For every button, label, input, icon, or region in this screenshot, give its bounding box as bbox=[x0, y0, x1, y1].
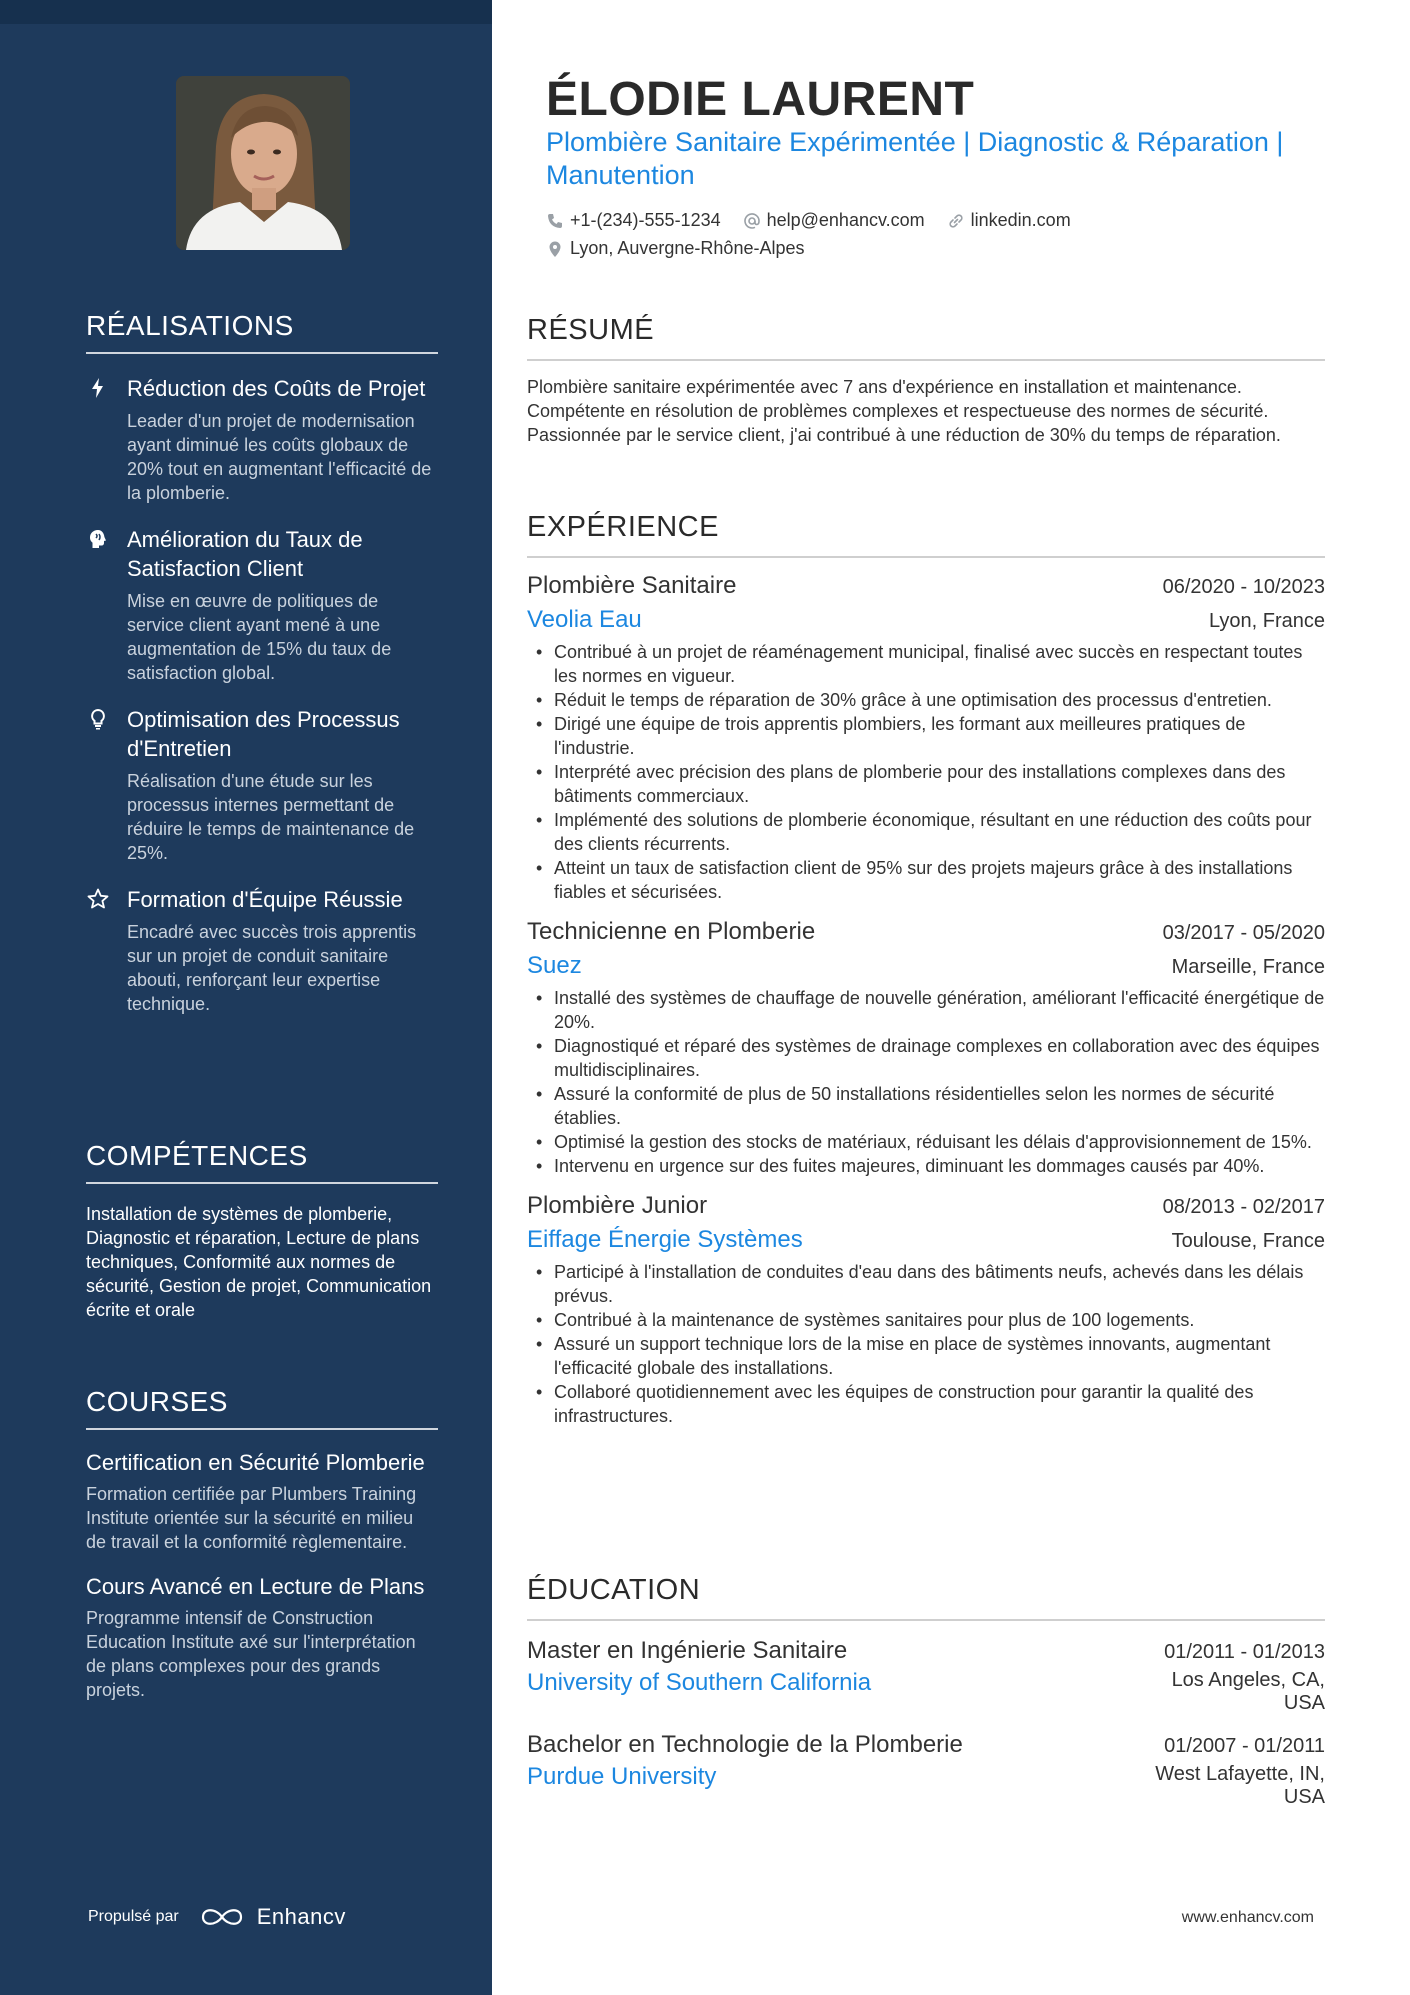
infinity-icon bbox=[197, 1904, 247, 1930]
education-location-line1: Los Angeles, CA, bbox=[1171, 1669, 1325, 1691]
profile-photo bbox=[176, 76, 350, 250]
achievements-heading: RÉALISATIONS bbox=[86, 310, 438, 354]
experience-section bbox=[527, 511, 1325, 1428]
job-entry bbox=[527, 572, 1325, 904]
bolt-icon bbox=[86, 376, 110, 400]
course-item bbox=[86, 1448, 438, 1554]
job-entry bbox=[527, 1192, 1325, 1428]
course-item bbox=[86, 1572, 438, 1702]
courses-section bbox=[86, 1386, 438, 1702]
education-location-line1: West Lafayette, IN, bbox=[1155, 1763, 1325, 1785]
achievement-desc: Mise en œuvre de politiques de service client ayant mené à une augmentation de 15% du taux de satisfaction global. bbox=[127, 591, 392, 683]
education-entry bbox=[527, 1637, 1325, 1715]
summary-text: Plombière sanitaire expérimentée avec 7 ans d'expérience en installation et maintenance. Compétente en résolution de problèmes complexes et respectueuse des normes de sécurité. Passionnée par le service client, j'ai contribué à une réduction de 30% du temps de réparation. bbox=[527, 377, 1281, 445]
headline: Plombière Sanitaire Expérimentée | Diagnostic & Réparation | Manutention bbox=[546, 127, 1284, 190]
list-item: • Diagnostiqué et réparé des systèmes de drainage complexes en collaboration avec des équipes multidisciplinaires. bbox=[527, 1034, 1325, 1082]
list-item: • Participé à l'installation de conduites d'eau dans des bâtiments neufs, achevés dans les délais prévus. bbox=[527, 1260, 1325, 1308]
contact-row bbox=[546, 210, 1093, 231]
achievement-item bbox=[86, 525, 438, 685]
location-pin-icon bbox=[546, 240, 564, 258]
achievement-title: Amélioration du Taux de Satisfaction Client bbox=[127, 527, 363, 581]
footer-url[interactable]: www.enhancv.com bbox=[1181, 1909, 1314, 1926]
education-heading: ÉDUCATION bbox=[527, 1574, 1325, 1621]
email-contact[interactable] bbox=[743, 210, 925, 231]
list-item: • Contribué à un projet de réaménagement municipal, finalisé avec succès en respectant toutes les normes en vigueur. bbox=[527, 640, 1325, 688]
list-item: • Assuré un support technique lors de la mise en place de systèmes innovants, augmentant l'efficacité globale des installations. bbox=[527, 1332, 1325, 1380]
job-location: Marseille, France bbox=[1171, 956, 1325, 978]
degree-title: Master en Ingénierie Sanitaire bbox=[527, 1637, 848, 1664]
experience-heading: EXPÉRIENCE bbox=[527, 511, 1325, 558]
job-title: Plombière Sanitaire bbox=[527, 572, 737, 599]
achievement-desc: Encadré avec succès trois apprentis sur un projet de conduit sanitaire abouti, renforçant leur expertise technique. bbox=[127, 922, 417, 1014]
achievement-item bbox=[86, 705, 438, 865]
location-contact bbox=[546, 238, 804, 259]
achievement-title: Optimisation des Processus d'Entretien bbox=[127, 707, 400, 761]
course-desc: Formation certifiée par Plumbers Training Institute orientée sur la sécurité en milieu de travail et la conformité règlementaire. bbox=[86, 1484, 417, 1552]
location-text: Lyon, Auvergne-Rhône-Alpes bbox=[570, 238, 805, 258]
education-dates: 01/2011 - 01/2013 bbox=[1164, 1641, 1325, 1663]
list-item: • Collaboré quotidiennement avec les équipes de construction pour garantir la qualité des infrastructures. bbox=[527, 1380, 1325, 1428]
job-bullets bbox=[527, 986, 1325, 1178]
star-icon bbox=[86, 887, 110, 911]
job-dates: 03/2017 - 05/2020 bbox=[1162, 922, 1325, 944]
achievement-desc: Réalisation d'une étude sur les processus internes permettant de réduire le temps de maintenance de 25%. bbox=[127, 771, 415, 863]
phone-text: +1-(234)-555-1234 bbox=[570, 210, 721, 230]
powered-by bbox=[88, 1904, 346, 1930]
school-name[interactable]: University of Southern California bbox=[527, 1669, 872, 1696]
achievement-item bbox=[86, 374, 438, 505]
skills-heading: COMPÉTENCES bbox=[86, 1140, 438, 1184]
sidebar bbox=[0, 0, 492, 1995]
course-title: Certification en Sécurité Plomberie bbox=[86, 1450, 425, 1475]
sidebar-top-bar bbox=[0, 0, 492, 24]
phone-icon bbox=[546, 212, 564, 230]
linkedin-contact[interactable] bbox=[947, 210, 1071, 231]
job-dates: 08/2013 - 02/2017 bbox=[1162, 1196, 1325, 1218]
enhancv-logo[interactable] bbox=[197, 1904, 346, 1930]
list-item: • Intervenu en urgence sur des fuites majeures, diminuant les dommages causés par 40%. bbox=[527, 1154, 1325, 1178]
achievements-section bbox=[86, 310, 438, 1016]
phone-contact[interactable] bbox=[546, 210, 721, 231]
job-title: Plombière Junior bbox=[527, 1192, 708, 1219]
lightbulb-icon bbox=[86, 707, 110, 731]
education-location-line2: USA bbox=[1283, 1692, 1325, 1714]
achievement-title: Réduction des Coûts de Projet bbox=[127, 376, 426, 401]
summary-heading: RÉSUMÉ bbox=[527, 314, 1325, 361]
courses-heading: COURSES bbox=[86, 1386, 438, 1430]
skills-section bbox=[86, 1140, 438, 1322]
job-entry bbox=[527, 918, 1325, 1178]
degree-title: Bachelor en Technologie de la Plomberie bbox=[527, 1731, 963, 1758]
achievement-item bbox=[86, 885, 438, 1016]
list-item: • Atteint un taux de satisfaction client de 95% sur des projets majeurs grâce à des installations fiables et sécurisées. bbox=[527, 856, 1325, 904]
education-location-line2: USA bbox=[1283, 1786, 1325, 1808]
list-item: • Interprété avec précision des plans de plomberie pour des installations complexes dans des bâtiments commerciaux. bbox=[527, 760, 1325, 808]
list-item: • Dirigé une équipe de trois apprentis plombiers, les formant aux meilleures pratiques de l'industrie. bbox=[527, 712, 1325, 760]
summary-section bbox=[527, 314, 1325, 447]
education-location bbox=[1155, 1763, 1325, 1809]
link-icon bbox=[947, 212, 965, 230]
candidate-name: ÉLODIE LAURENT bbox=[546, 73, 975, 126]
job-title: Technicienne en Plomberie bbox=[527, 918, 816, 945]
achievement-title: Formation d'Équipe Réussie bbox=[127, 887, 403, 912]
job-dates: 06/2020 - 10/2023 bbox=[1162, 576, 1325, 598]
course-desc: Programme intensif de Construction Education Institute axé sur l'interprétation de plans complexes pour des grands projets. bbox=[86, 1608, 416, 1700]
job-location: Toulouse, France bbox=[1171, 1230, 1325, 1252]
linkedin-text: linkedin.com bbox=[970, 210, 1071, 230]
list-item: • Assuré la conformité de plus de 50 installations résidentielles selon les normes de sécurité établies. bbox=[527, 1082, 1325, 1130]
achievement-desc: Leader d'un projet de modernisation ayant diminué les coûts globaux de 20% tout en augmentant l'efficacité de la plomberie. bbox=[127, 411, 432, 503]
email-text: help@enhancv.com bbox=[766, 210, 925, 230]
at-icon bbox=[743, 212, 761, 230]
list-item: • Installé des systèmes de chauffage de nouvelle génération, améliorant l'efficacité énergétique de 20%. bbox=[527, 986, 1325, 1034]
school-name[interactable]: Purdue University bbox=[527, 1763, 717, 1790]
job-company[interactable]: Eiffage Énergie Systèmes bbox=[527, 1226, 803, 1253]
list-item: • Implémenté des solutions de plomberie économique, résultant en une réduction des coûts pour des clients récurrents. bbox=[527, 808, 1325, 856]
job-company[interactable]: Suez bbox=[527, 952, 582, 979]
list-item: • Réduit le temps de réparation de 30% grâce à une optimisation des processus d'entretien. bbox=[527, 688, 1325, 712]
job-location: Lyon, France bbox=[1209, 610, 1325, 632]
powered-by-label: Propulsé par bbox=[88, 1908, 179, 1925]
education-location bbox=[1172, 1669, 1325, 1715]
list-item: • Optimisé la gestion des stocks de matériaux, réduisant les délais d'approvisionnement de 15%. bbox=[527, 1130, 1325, 1154]
list-item: • Contribué à la maintenance de systèmes sanitaires pour plus de 100 logements. bbox=[527, 1308, 1325, 1332]
brand-name: Enhancv bbox=[256, 1904, 346, 1929]
course-title: Cours Avancé en Lecture de Plans bbox=[86, 1574, 425, 1599]
job-company[interactable]: Veolia Eau bbox=[527, 606, 642, 633]
skills-text: Installation de systèmes de plomberie, Diagnostic et réparation, Lecture de plans techniques, Conformité aux normes de sécurité, Gestion de projet, Communication écrite et orale bbox=[86, 1204, 432, 1320]
education-section bbox=[527, 1574, 1325, 1809]
location-row bbox=[546, 238, 826, 259]
job-bullets bbox=[527, 1260, 1325, 1428]
job-bullets bbox=[527, 640, 1325, 904]
education-dates: 01/2007 - 01/2011 bbox=[1164, 1735, 1325, 1757]
brain-icon bbox=[86, 527, 110, 551]
education-entry bbox=[527, 1731, 1325, 1809]
